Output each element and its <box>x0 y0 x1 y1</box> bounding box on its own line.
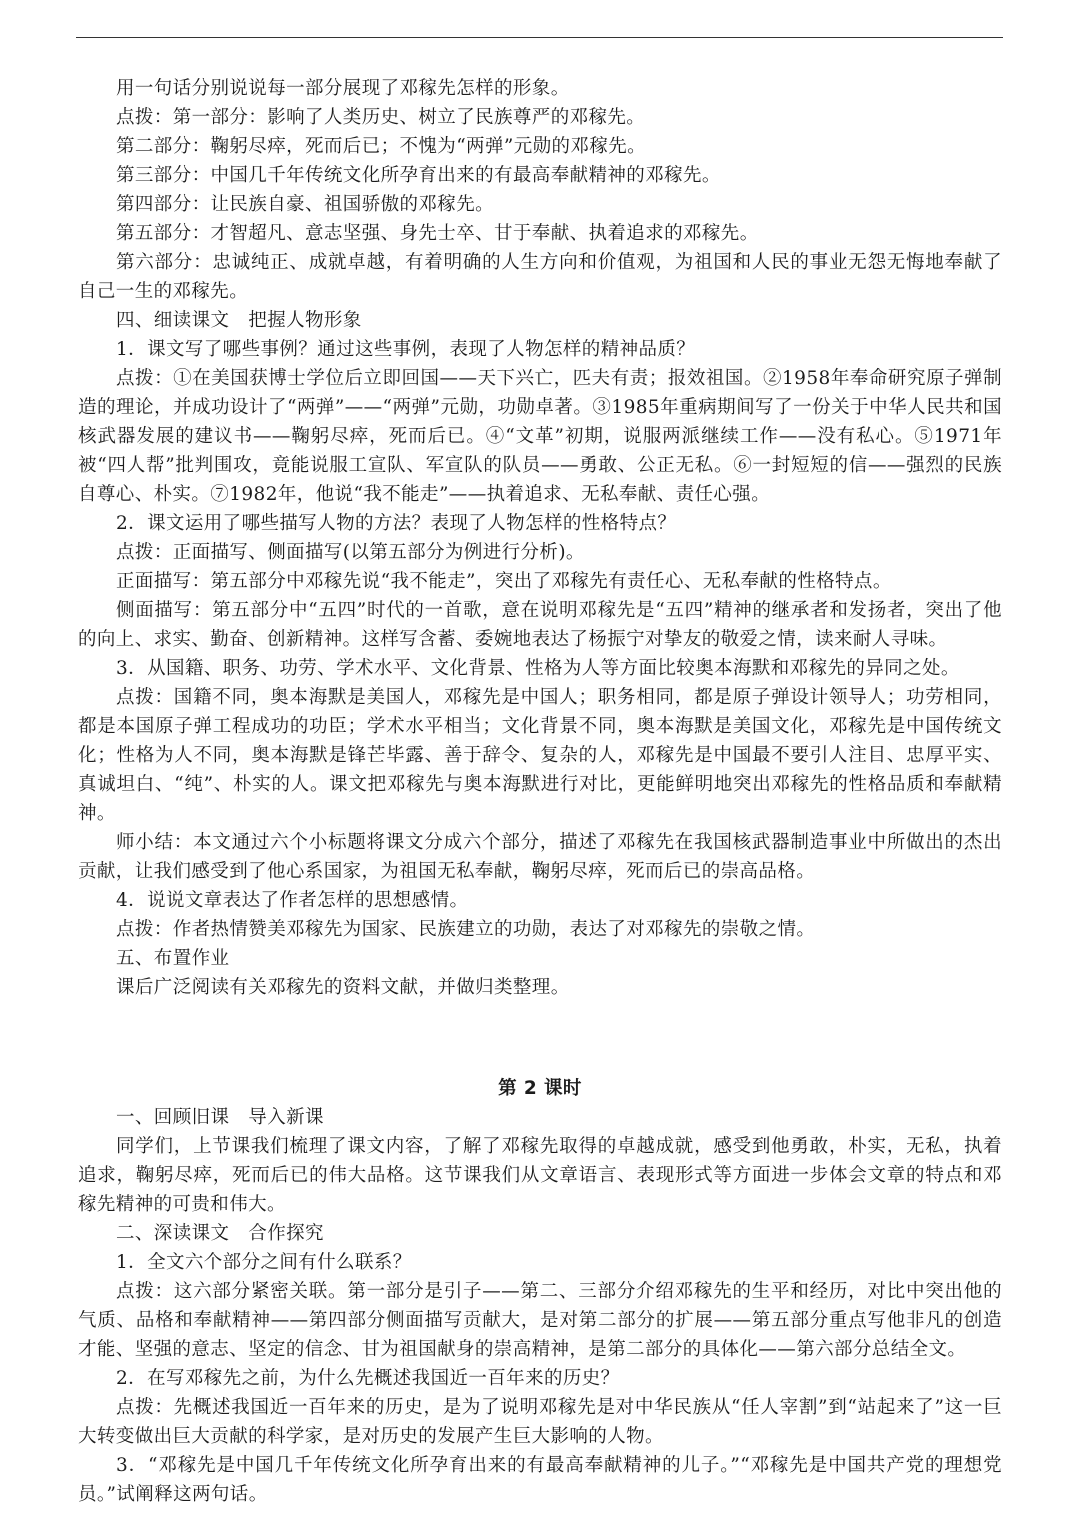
section-heading: 四、细读课文 把握人物形象 <box>116 310 362 331</box>
paragraph: 正面描写：第五部分中邓稼先说“我不能走”，突出了邓稼先有责任心、无私奉献的性格特点。 <box>116 571 892 592</box>
header-rule <box>76 37 1003 38</box>
paragraph: 点拨：这六部分紧密关联。第一部分是引子——第二、三部分介绍邓稼先的生平和经历，对比中突出他的气质、品格和奉献精神——第四部分侧面描写贡献大，是对第二部分的扩展——第五部分重点写他非凡的创造才能、坚强的意志、坚定的信念、甘为祖国献身的崇高精神，是第二部分的具体化——第六部分总结全文。 <box>78 1281 1002 1360</box>
paragraph: 第二部分：鞠躬尽瘁，死而后已；不愧为“两弹”元勋的邓稼先。 <box>116 136 647 157</box>
question: 3．从国籍、职务、功劳、学术水平、文化背景、性格为人等方面比较奥本海默和邓稼先的异同之处。 <box>116 658 960 679</box>
paragraph: 师小结：本文通过六个小标题将课文分成六个部分，描述了邓稼先在我国核武器制造事业中所做出的杰出贡献，让我们感受到了他心系国家，为祖国无私奉献，鞠躬尽瘁，死而后已的崇高品格。 <box>78 832 1002 882</box>
paragraph: 侧面描写：第五部分中“五四”时代的一首歌，意在说明邓稼先是“五四”精神的继承者和发扬者，突出了他的向上、求实、勤奋、创新精神。这样写含蓄、委婉地表达了杨振宁对挚友的敬爱之情，读来耐人寻味。 <box>78 600 1002 650</box>
paragraph: 点拨：先概述我国近一百年来的历史，是为了说明邓稼先是对中华民族从“任人宰割”到“站起来了”这一巨大转变做出巨大贡献的科学家，是对历史的发展产生巨大影响的人物。 <box>78 1397 1002 1447</box>
document-body <box>78 74 1002 1509</box>
paragraph: 第四部分：让民族自豪、祖国骄傲的邓稼先。 <box>116 194 495 215</box>
paragraph: 点拨：正面描写、侧面描写(以第五部分为例进行分析)。 <box>116 542 585 563</box>
paragraph: 点拨：作者热情赞美邓稼先为国家、民族建立的功勋，表达了对邓稼先的崇敬之情。 <box>116 919 816 940</box>
paragraph: 点拨：第一部分：影响了人类历史、树立了民族尊严的邓稼先。 <box>116 107 646 128</box>
paragraph: 第三部分：中国几千年传统文化所孕育出来的有最高奉献精神的邓稼先。 <box>116 165 721 186</box>
paragraph: 用一句话分别说说每一部分展现了邓稼先怎样的形象。 <box>116 78 570 99</box>
paragraph: 点拨：国籍不同，奥本海默是美国人，邓稼先是中国人；职务相同，都是原子弹设计领导人；功劳相同，都是本国原子弹工程成功的功臣；学术水平相当；文化背景不同，奥本海默是美国文化，邓稼先是中国传统文化；性格为人不同，奥本海默是锋芒毕露、善于辞令、复杂的人，邓稼先是中国最不要引人注目、忠厚平实、真诚坦白、“纯”、朴实的人。课文把邓稼先与奥本海默进行对比，更能鲜明地突出邓稼先的性格品质和奉献精神。 <box>78 687 1002 824</box>
paragraph: 点拨：①在美国获博士学位后立即回国——天下兴亡，匹夫有责；报效祖国。②1958年奉命研究原子弹制造的理论，并成功设计了“两弹”——“两弹”元勋，功勋卓著。③1985年重病期间写了一份关于中华人民共和国核武器发展的建议书——鞠躬尽瘁，死而后已。④“文革”初期，说服两派继续工作——没有私心。⑤1971年被“四人帮”批判围攻，竟能说服工宣队、军宣队的队员——勇敢、公正无私。⑥一封短短的信——强烈的民族自尊心、朴实。⑦1982年，他说“我不能走”——执着追求、无私奉献、责任心强。 <box>78 368 1002 505</box>
question: 3．“邓稼先是中国几千年传统文化所孕育出来的有最高奉献精神的儿子。”“邓稼先是中国共产党的理想党员。”试阐释这两句话。 <box>78 1455 1002 1505</box>
question: 2．课文运用了哪些描写人物的方法？表现了人物怎样的性格特点？ <box>116 513 677 534</box>
question: 2．在写邓稼先之前，为什么先概述我国近一百年来的历史？ <box>116 1368 620 1389</box>
section-heading: 一、回顾旧课 导入新课 <box>116 1107 324 1128</box>
section-heading: 二、深读课文 合作探究 <box>116 1223 324 1244</box>
paragraph: 课后广泛阅读有关邓稼先的资料文献，并做归类整理。 <box>116 977 570 998</box>
paragraph: 同学们，上节课我们梳理了课文内容，了解了邓稼先取得的卓越成就，感受到他勇敢，朴实，无私，执着追求，鞠躬尽瘁，死而后已的伟大品格。这节课我们从文章语言、表现形式等方面进一步体会文章的特点和邓稼先精神的可贵和伟大。 <box>78 1136 1002 1215</box>
section-heading: 五、布置作业 <box>116 948 230 969</box>
paragraph: 第六部分：忠诚纯正、成就卓越，有着明确的人生方向和价值观，为祖国和人民的事业无怨无悔地奉献了自己一生的邓稼先。 <box>78 252 1002 302</box>
section-gap <box>78 1002 1002 1074</box>
lesson-title: 第 2 课时 <box>498 1078 582 1099</box>
question: 1．课文写了哪些事例？通过这些事例，表现了人物怎样的精神品质？ <box>116 339 696 360</box>
paragraph: 第五部分：才智超凡、意志坚强、身先士卒、甘于奉献、执着追求的邓稼先。 <box>116 223 759 244</box>
question: 4．说说文章表达了作者怎样的思想感情。 <box>116 890 469 911</box>
question: 1．全文六个部分之间有什么联系？ <box>116 1252 412 1273</box>
